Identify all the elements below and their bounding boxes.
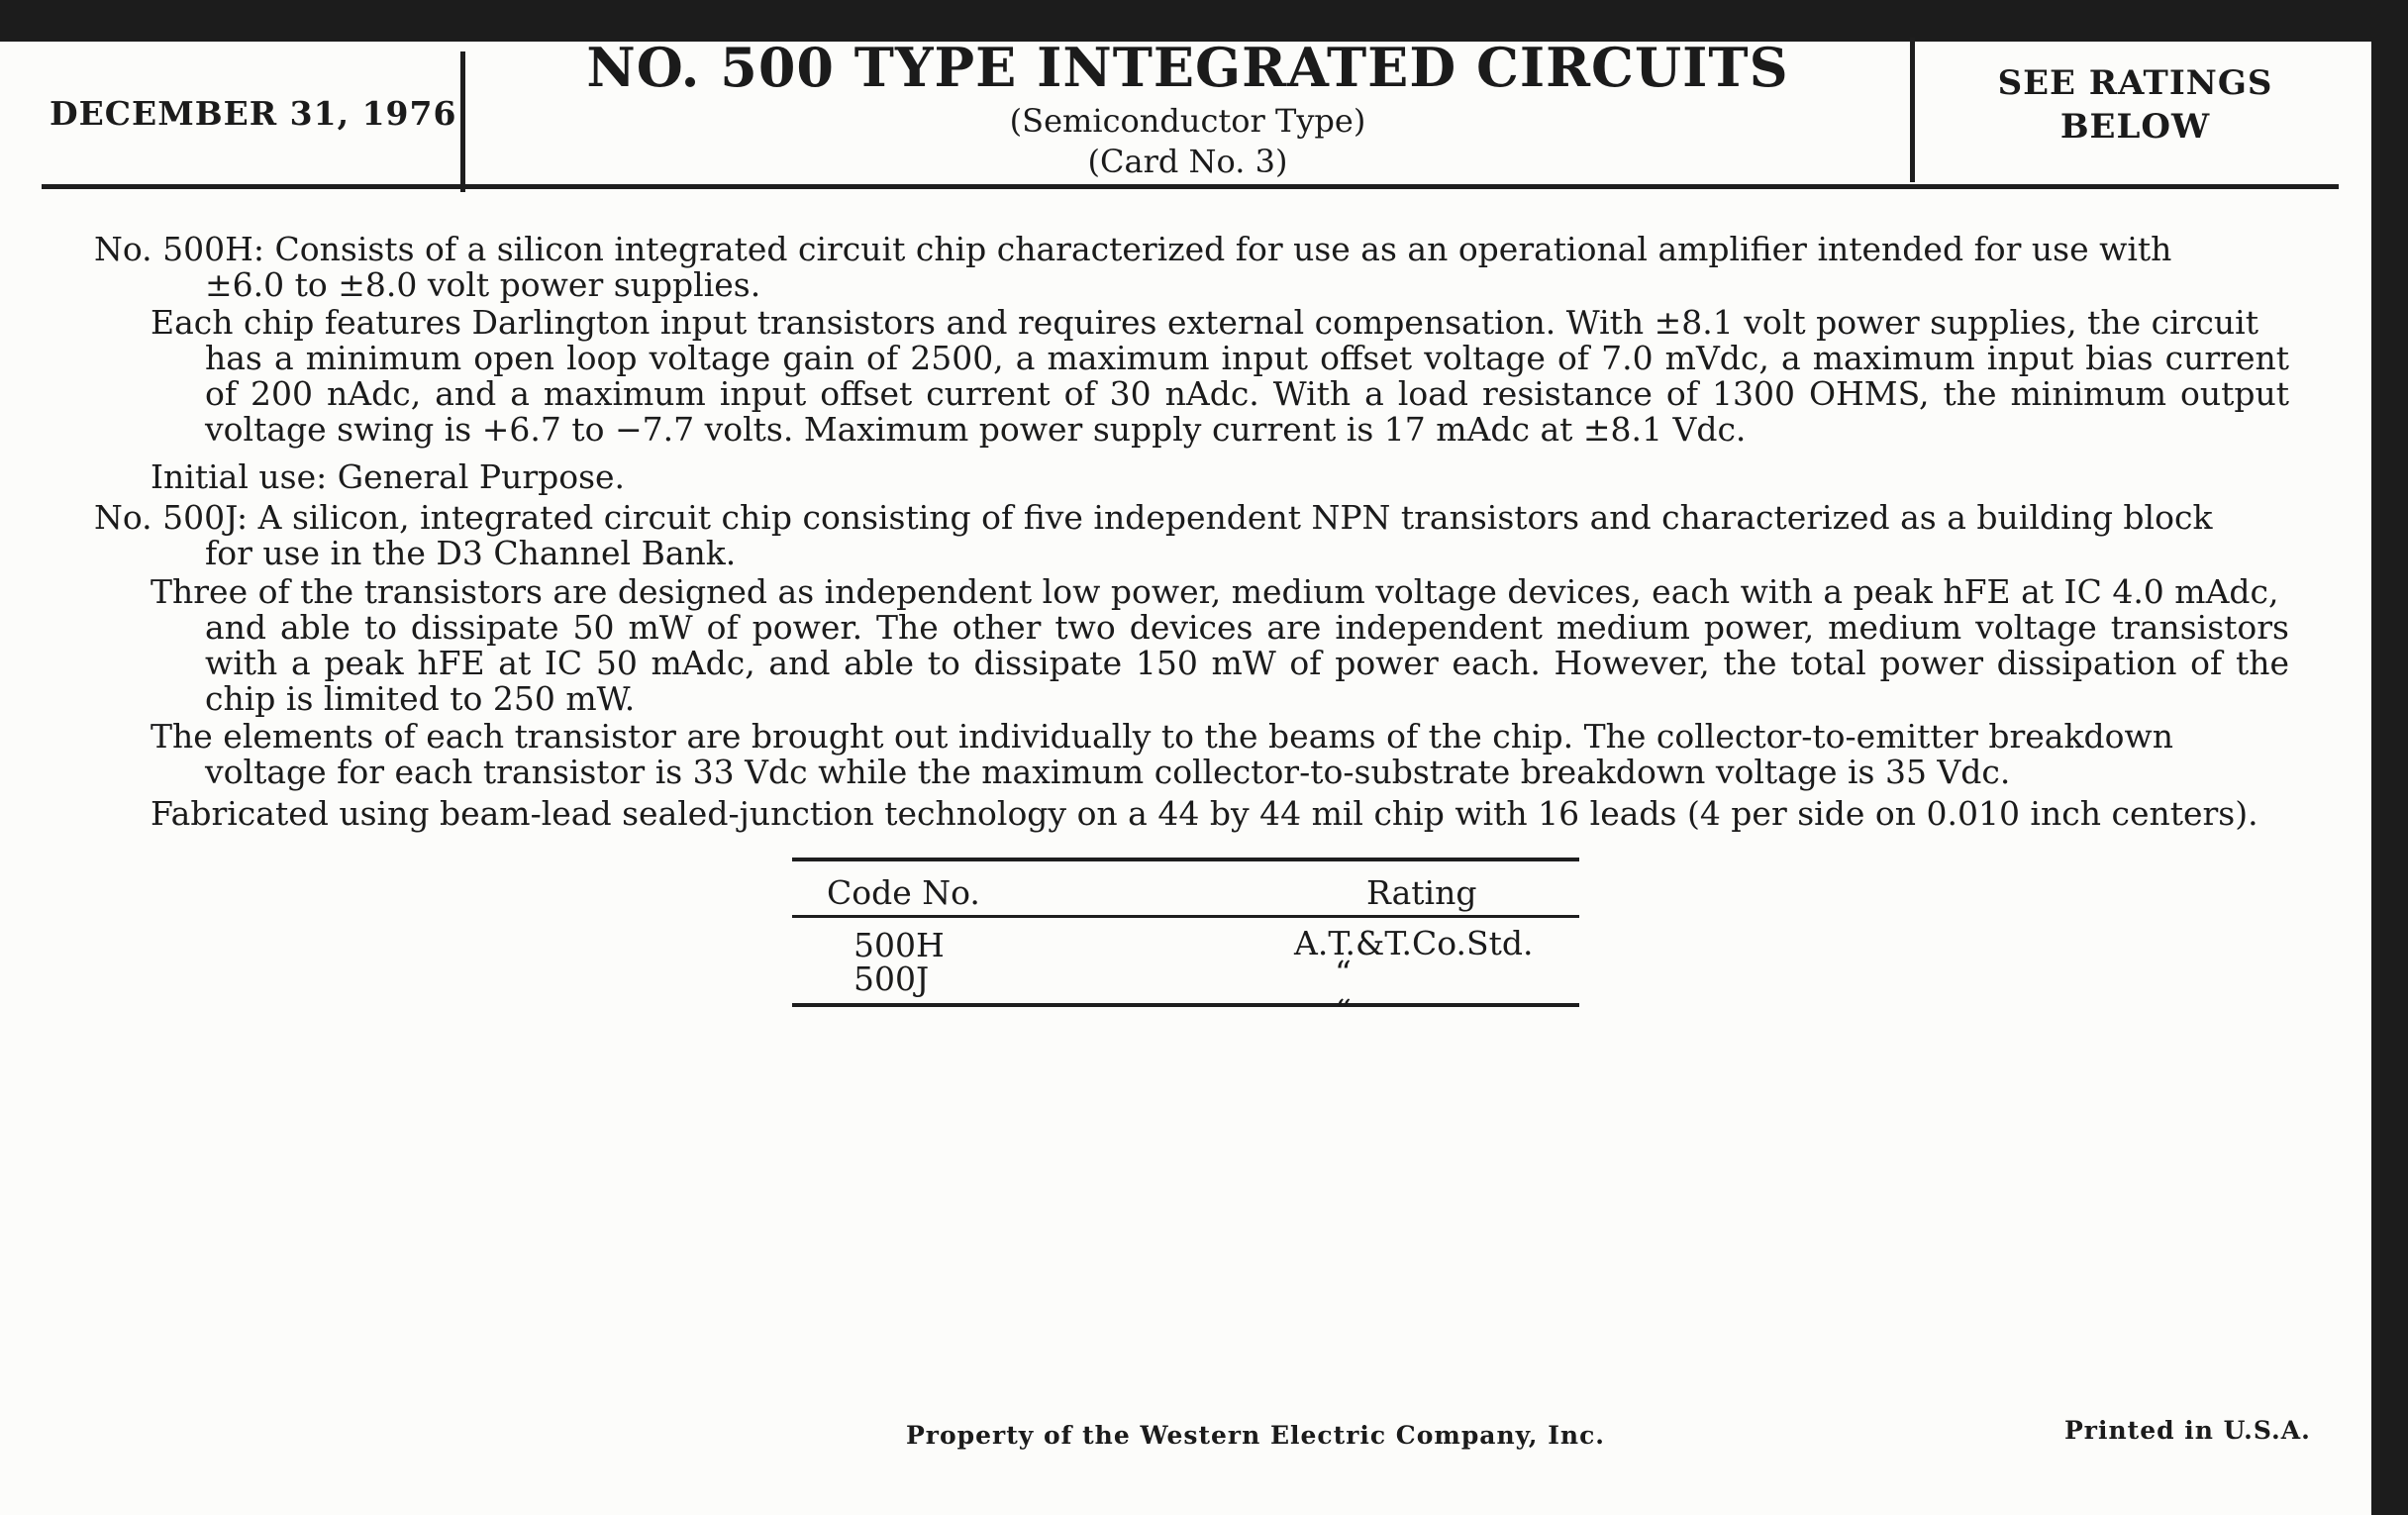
table-cell-rating: A.T.&T.Co.Std. xyxy=(1294,924,1534,962)
section-500h-features: Each chip features Darlington input transistors and requires external compensation. With ±8.1 volt power supplies, the circuit has a minimum open loop voltage gain of 2500, a maximum input offset voltage of 7.0 mVdc, a maximum input bias current of 200 nAdc, and a maximum input offset current of 30 nAdc. With a load resistance of 1300 OHMS, the minimum output voltage swing is +6.7 to −7.7 volts. Maximum power supply current is 17 mAdc at ±8.1 Vdc. xyxy=(150,303,2289,449)
see-ratings-note xyxy=(1915,61,2356,149)
section-500h-initial-use: Initial use: General Purpose. xyxy=(150,457,626,496)
card-number: (Card No. 3) xyxy=(1087,143,1288,180)
header-rule xyxy=(42,184,2339,189)
table-cell-rating-ditto: “ “ xyxy=(1335,954,1431,1031)
footer-printed: Printed in U.S.A. xyxy=(2064,1416,2311,1445)
scan-border xyxy=(2371,0,2408,1515)
table-cell-code: 500J xyxy=(853,960,930,998)
section-500j-transistors: Three of the transistors are designed as independent low power, medium voltage devices, each with a peak hFE at IC 4.0 mAdc, and able to dissipate 50 mW of power. The other two devices are independent medium power, medium voltage transistors with a peak hFE at IC 50 mAdc, and able to dissipate 150 mW of power each. However, the total power dissipation of the chip is limited to 250 mW. xyxy=(150,572,2289,718)
column-header-rating: Rating xyxy=(1366,873,1477,912)
card-title: NO. 500 TYPE INTEGRATED CIRCUITS xyxy=(586,36,1789,99)
see-ratings-line1: SEE RATINGS xyxy=(1997,63,2273,103)
card-date: DECEMBER 31, 1976 xyxy=(50,94,457,133)
section-500j-intro: No. 500J: A silicon, integrated circuit chip consisting of five independent NPN transistors and characterized as a building block for use in the D3 Channel Bank. xyxy=(94,498,2213,572)
card-subtitle: (Semiconductor Type) xyxy=(1009,102,1366,140)
see-ratings-line2: BELOW xyxy=(2059,107,2211,147)
footer-property: Property of the Western Electric Company, Inc. xyxy=(906,1421,1606,1450)
table-header-row xyxy=(792,861,1579,915)
section-500h-intro: No. 500H: Consists of a silicon integrated circuit chip characterized for use as an operational amplifier intended for use with ±6.0 to ±8.0 volt power supplies. xyxy=(94,230,2172,304)
section-500j-fabricated: Fabricated using beam-lead sealed-junction technology on a 44 by 44 mil chip with 16 leads (4 per side on 0.010 inch centers). xyxy=(150,794,2258,833)
table-body xyxy=(792,918,1579,1031)
ratings-table xyxy=(792,858,1579,1031)
column-header-code: Code No. xyxy=(827,873,980,912)
section-500j-elements: The elements of each transistor are brought out individually to the beams of the chip. The collector-to-emitter breakdown voltage for each transistor is 33 Vdc while the maximum collector-to-substrate breakdown voltage is 35 Vdc. xyxy=(150,717,2173,791)
table-cell-code: 500H xyxy=(853,926,945,964)
